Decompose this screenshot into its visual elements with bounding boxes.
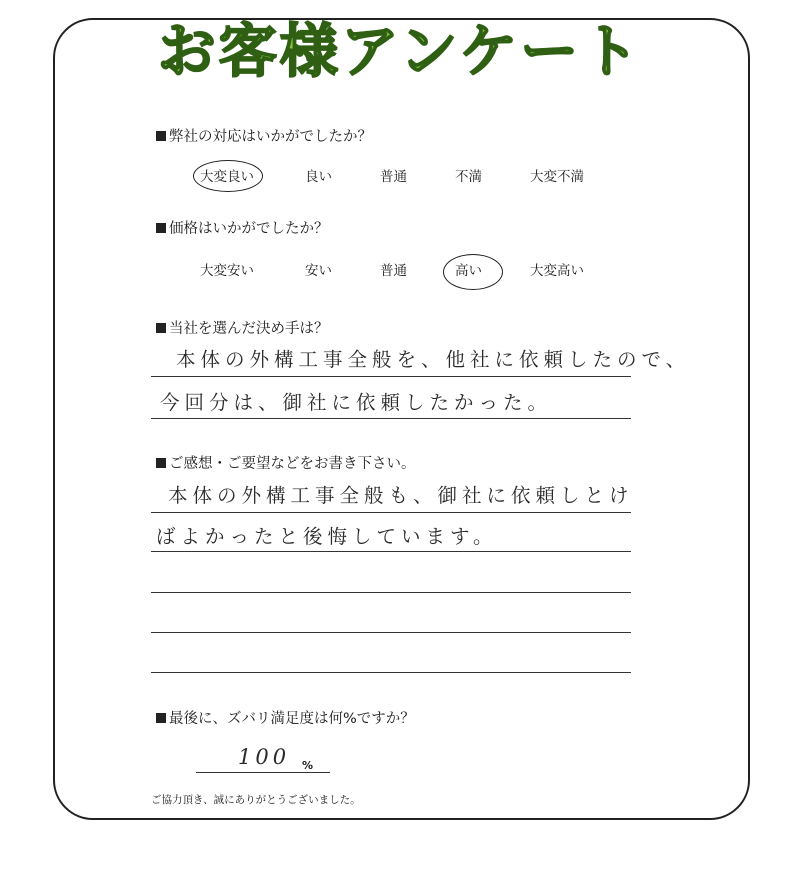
q2-option-3[interactable]: 普通 [380,263,407,279]
bullet-square-icon [156,713,166,723]
q1-option-3[interactable]: 普通 [380,169,407,185]
question-4 [156,457,416,472]
answer-rule [151,418,631,419]
bullet-square-icon [156,131,166,141]
question-3-label: 当社を選んだ決め手は？ [169,321,329,337]
answer-rule [151,376,631,377]
bullet-square-icon [156,458,166,468]
q2-option-4[interactable]: 高い [455,263,482,279]
percent-unit: % [302,759,314,772]
question-2-label: 価格はいかがでしたか？ [169,221,329,237]
thanks-note: ご協力頂き、誠にありがとうございました。 [151,794,361,806]
question-5 [156,712,415,727]
q1-option-5[interactable]: 大変不満 [530,169,584,185]
q1-option-4[interactable]: 不満 [455,169,482,185]
q3-answer-line-2: 今回分は、御社に依頼したかった。 [160,391,553,414]
q4-answer-line-1: 本体の外構工事全般も、御社に依頼しとけ [168,484,634,507]
q2-option-1[interactable]: 大変安い [200,263,254,279]
q3-answer-line-1: 本体の外構工事全般を、他社に依頼したので、 [176,348,691,371]
question-3 [156,322,329,337]
q1-option-1[interactable]: 大変良い [200,169,254,185]
answer-rule [151,672,631,673]
survey-title: お客様アンケート [157,17,643,85]
question-5-label: 最後に、ズバリ満足度は何%ですか？ [169,711,415,727]
question-1 [156,130,372,145]
q2-option-2[interactable]: 安い [305,263,332,279]
bullet-square-icon [156,323,166,333]
q4-answer-line-2: ばよかったと後悔しています。 [156,525,498,548]
answer-rule [151,632,631,633]
answer-rule [151,592,631,593]
answer-rule [151,551,631,552]
answer-rule [151,512,631,513]
bullet-square-icon [156,223,166,233]
answer-rule [196,772,330,773]
satisfaction-value: 100 [238,745,291,769]
q1-option-2[interactable]: 良い [305,169,332,185]
question-1-label: 弊社の対応はいかがでしたか？ [169,129,372,145]
question-4-label: ご感想・ご要望などをお書き下さい。 [169,456,416,472]
question-2 [156,222,329,237]
q2-option-5[interactable]: 大変高い [530,263,584,279]
